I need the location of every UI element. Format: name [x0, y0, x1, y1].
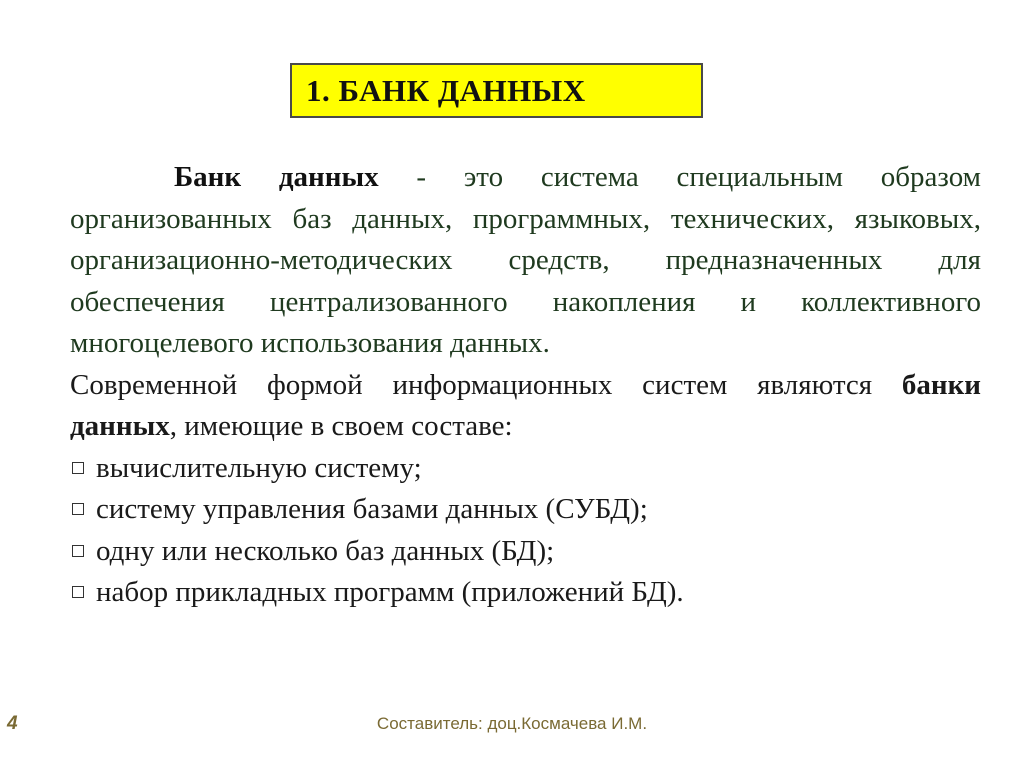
list-item-text: набор прикладных программ (приложений БД).	[96, 576, 684, 608]
definition-paragraph	[70, 157, 981, 365]
modern-paragraph	[70, 365, 981, 448]
components-list	[70, 448, 981, 614]
title-box	[290, 63, 703, 118]
list-item	[70, 448, 981, 490]
list-item-text: вычислительную систему;	[96, 451, 422, 484]
slide-title: 1. БАНК ДАННЫХ	[306, 72, 586, 108]
slide-content	[70, 157, 981, 614]
list-item	[70, 572, 981, 614]
page-number: 4	[7, 713, 18, 734]
list-item	[70, 531, 981, 573]
definition-text: - это система специальным образом организованных баз данных, программных, технических, языковых, организационно-методических средств, предназначенных для обеспечения централизованного накопления и коллективного многоцелевого использования данных.	[70, 161, 982, 359]
modern-term: банки данных	[70, 368, 981, 442]
square-bullet-icon	[72, 545, 84, 557]
square-bullet-icon	[72, 462, 84, 474]
modern-text-after: , имеющие в своем составе:	[169, 410, 513, 442]
square-bullet-icon	[72, 503, 84, 515]
footer-author: Составитель: доц.Космачева И.М.	[376, 714, 648, 733]
modern-text-before: Современной формой информационных систем являются	[70, 368, 902, 401]
definition-term: Банк данных	[174, 161, 379, 193]
list-item	[70, 489, 981, 531]
square-bullet-icon	[72, 586, 84, 598]
list-item-text: одну или несколько баз данных (БД);	[96, 534, 555, 567]
list-item-text: систему управления базами данных (СУБД);	[96, 493, 648, 525]
